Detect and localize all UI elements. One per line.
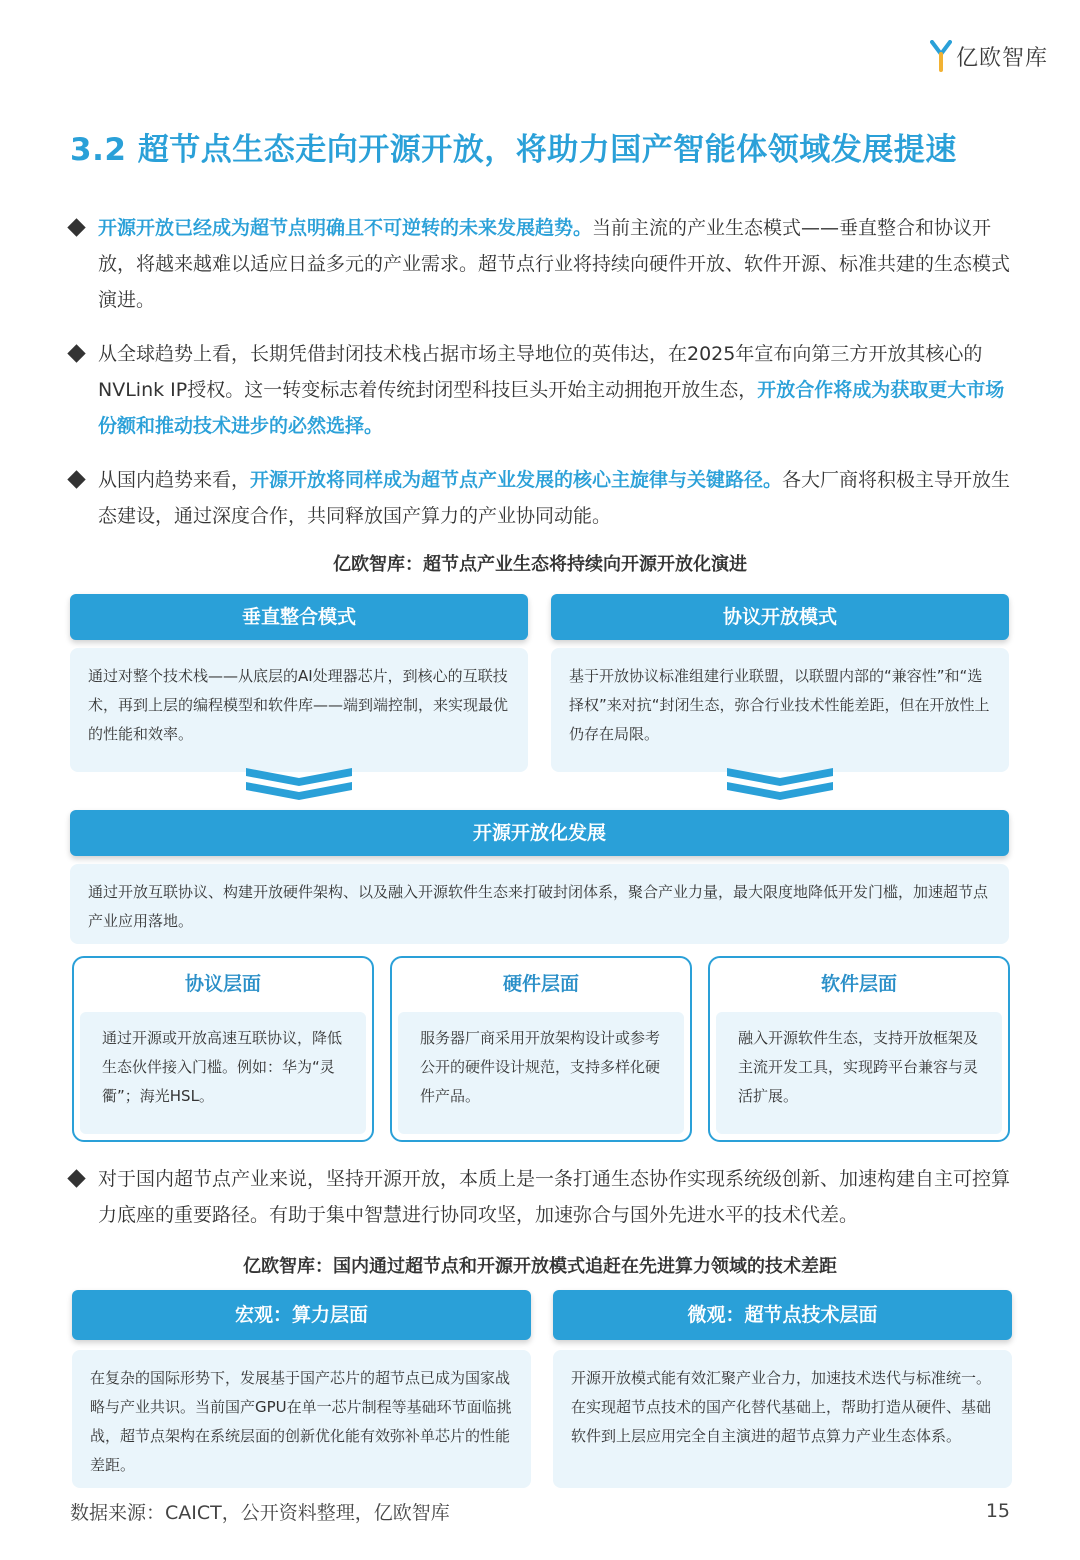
bullet-1-text: 当前主流的产业生态模式——垂直整合和协议开放，将越来越难以适应日益多元的产业需求。超节点行业将持续向硬件开放、软件开源、标准共建的生态模式演进。 xyxy=(98,217,1011,311)
open-source-development-desc: 通过开放互联协议、构建开放硬件架构、以及融入开源软件生态来打破封闭体系，聚合产业力量，最大限度地降低开发门槛，加速超节点产业应用落地。 xyxy=(70,864,1009,944)
diamond-bullet-icon xyxy=(67,344,85,362)
chevron-down-icon xyxy=(725,764,835,804)
logo-mark-icon xyxy=(930,40,952,72)
card-software-title: 软件层面 xyxy=(820,973,897,995)
bullet-1 xyxy=(70,210,1020,318)
card-software-desc: 融入开源软件生态，支持开放框架及主流开发工具，实现跨平台兼容与灵活扩展。 xyxy=(716,1012,1002,1134)
diamond-bullet-icon xyxy=(67,1169,85,1187)
micro-supernode-bar: 微观：超节点技术层面 xyxy=(553,1290,1012,1340)
brand-logo xyxy=(930,40,1048,72)
bullet-1-highlight: 开源开放已经成为超节点明确且不可逆转的未来发展趋势。 xyxy=(98,217,593,239)
macro-compute-bar: 宏观：算力层面 xyxy=(72,1290,531,1340)
bullet-3-text-pre: 从国内趋势来看， xyxy=(98,469,251,491)
card-hardware-title: 硬件层面 xyxy=(502,973,579,995)
card-protocol xyxy=(72,956,374,1142)
section-title: 3.2 超节点生态走向开源开放，将助力国产智能体领域发展提速 xyxy=(70,132,957,168)
card-protocol-title: 协议层面 xyxy=(184,973,261,995)
protocol-open-bar: 协议开放模式 xyxy=(551,594,1009,640)
bullet-3 xyxy=(70,462,1020,534)
bullet-4 xyxy=(70,1161,1020,1233)
chevron-down-icon xyxy=(244,764,354,804)
micro-supernode-desc: 开源开放模式能有效汇聚产业合力，加速技术迭代与标准统一。在实现超节点技术的国产化替代基础上，帮助打造从硬件、基础软件到上层应用完全自主演进的超节点算力产业生态体系。 xyxy=(553,1350,1012,1488)
bullet-4-text: 对于国内超节点产业来说，坚持开源开放，本质上是一条打通生态协作实现系统级创新、加速构建自主可控算力底座的重要路径。有助于集中智慧进行协同攻坚，加速弥合与国外先进水平的技术代差。 xyxy=(98,1168,1011,1226)
diamond-bullet-icon xyxy=(67,470,85,488)
bullet-3-highlight: 开源开放将同样成为超节点产业发展的核心主旋律与关键路径。 xyxy=(250,469,783,491)
bullet-2-highlight: 开放合作将成为获取更大市场份额和推动技术进步的必然选择。 xyxy=(98,379,1005,437)
page-number: 15 xyxy=(985,1500,1010,1522)
card-software xyxy=(708,956,1010,1142)
bullet-2 xyxy=(70,336,1020,444)
card-protocol-desc: 通过开源或开放高速互联协议，降低生态伙伴接入门槛。例如：华为“灵衢”；海光HSL。 xyxy=(80,1012,366,1134)
figure-1-title: 亿欧智库：超节点产业生态将持续向开源开放化演进 xyxy=(333,554,747,575)
logo-text: 亿欧智库 xyxy=(955,45,1048,71)
protocol-open-desc: 基于开放协议标准组建行业联盟，以联盟内部的“兼容性”和“选择权”来对抗“封闭生态，弥合行业技术性能差距，但在开放性上仍存在局限。 xyxy=(551,648,1009,772)
vertical-integration-bar: 垂直整合模式 xyxy=(70,594,528,640)
figure-2-title: 亿欧智库：国内通过超节点和开源开放模式追赶在先进算力领域的技术差距 xyxy=(243,1256,837,1277)
bullet-3-text: 各大厂商将积极主导开放生态建设，通过深度合作，共同释放国产算力的产业协同动能。 xyxy=(98,469,1011,527)
bullet-2-text: 从全球趋势上看，长期凭借封闭技术栈占据市场主导地位的英伟达，在2025年宣布向第三方开放其核心的NVLink IP授权。这一转变标志着传统封闭型科技巨头开始主动拥抱开放生态， xyxy=(98,343,983,401)
card-hardware xyxy=(390,956,692,1142)
macro-compute-desc: 在复杂的国际形势下，发展基于国产芯片的超节点已成为国家战略与产业共识。当前国产GPU在单一芯片制程等基础环节面临挑战，超节点架构在系统层面的创新优化能有效弥补单芯片的性能差距。 xyxy=(72,1350,531,1488)
diamond-bullet-icon xyxy=(67,218,85,236)
open-source-development-bar: 开源开放化发展 xyxy=(70,810,1009,856)
data-source: 数据来源：CAICT，公开资料整理，亿欧智库 xyxy=(70,1502,450,1524)
card-hardware-desc: 服务器厂商采用开放架构设计或参考公开的硬件设计规范，支持多样化硬件产品。 xyxy=(398,1012,684,1134)
vertical-integration-desc: 通过对整个技术栈——从底层的AI处理器芯片，到核心的互联技术，再到上层的编程模型和软件库——端到端控制，来实现最优的性能和效率。 xyxy=(70,648,528,772)
